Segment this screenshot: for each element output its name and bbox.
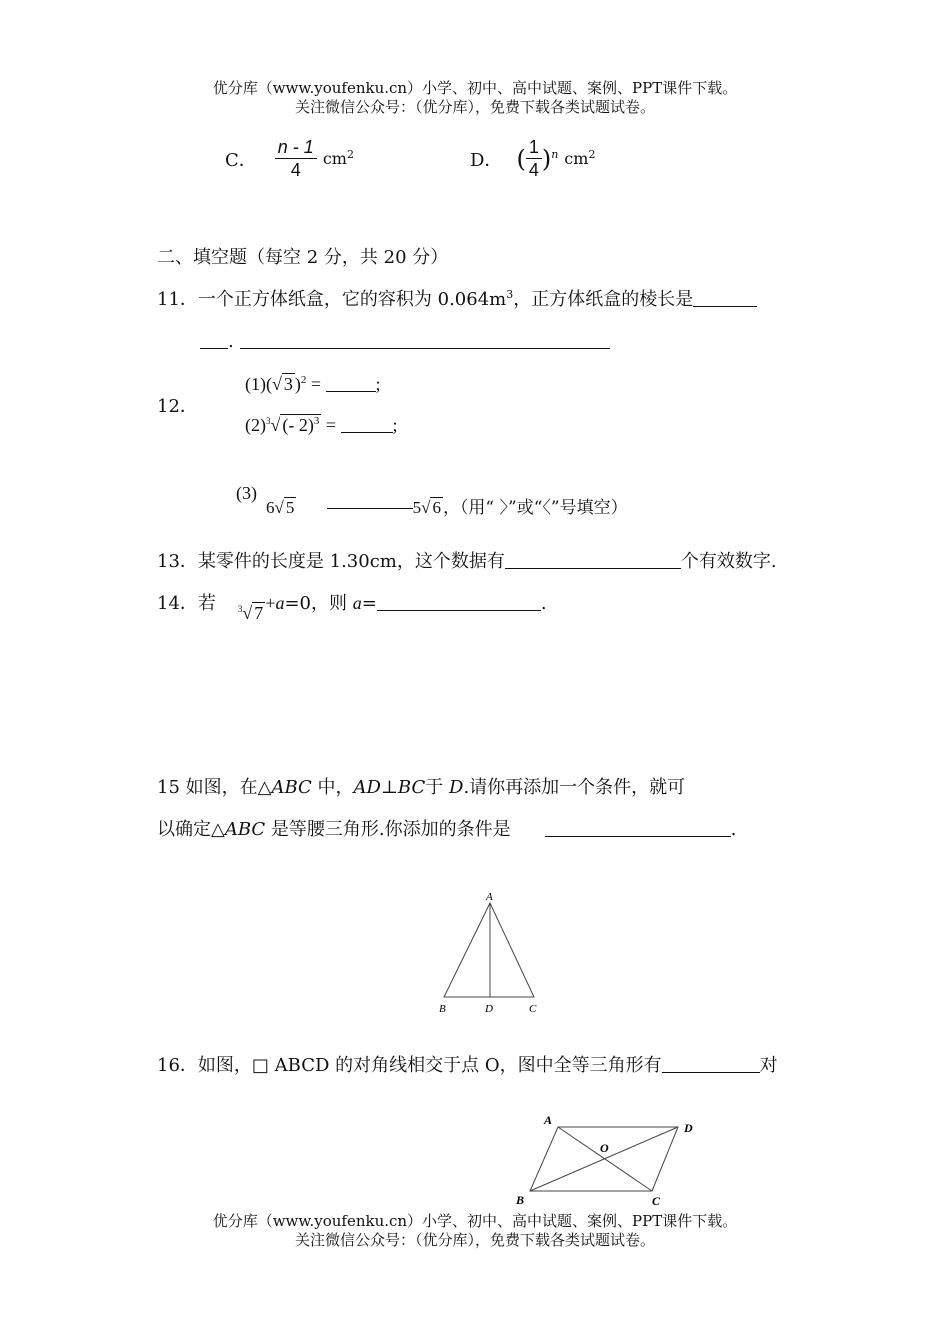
q15-l1-b: 中，: [311, 777, 354, 798]
q11-answer-blank-a[interactable]: [693, 288, 757, 307]
q12-p1-end: ;: [375, 374, 381, 394]
q15-answer-blank[interactable]: [545, 818, 731, 837]
q12-p2-eq: =: [321, 415, 341, 435]
triangle-abc: [444, 903, 534, 997]
q12-p2-index: 3: [266, 416, 271, 426]
q13-end: 个有效数字.: [680, 551, 777, 572]
option-d-exponent: n: [551, 148, 559, 161]
q11-answer-line[interactable]: [240, 330, 610, 349]
q15-end: .: [730, 819, 737, 840]
question-14: [157, 589, 547, 623]
q12-part-3: 6√ 5 5√ 6 ，（用“ 〉”或“〈”号填空）: [266, 498, 628, 518]
option-c-numerator: n - 1: [275, 136, 317, 159]
section-title: 二、填空题（每空 2 分，共 20 分）: [157, 247, 449, 268]
parallelogram-figure: [510, 1110, 710, 1208]
q14-radicand: 7: [254, 603, 264, 623]
q12-p3-left-coef: 6: [266, 498, 275, 517]
q15-l1-c: 于: [425, 777, 449, 798]
question-15-line-2: [157, 815, 736, 841]
q15-d: D: [449, 777, 464, 798]
q12-p1-exp: 2: [300, 374, 307, 386]
q14-answer-blank[interactable]: [377, 592, 541, 611]
q11-text-2: ，正方体纸盒的棱长是: [513, 289, 694, 310]
q14-var: a: [275, 593, 285, 613]
q15-l2-a: 以确定△: [157, 819, 225, 840]
q14-text: 14．若: [157, 593, 216, 614]
q12-p3-label: (3): [236, 483, 257, 503]
footer-line-2: 关注微信公众号：（优分库），免费下载各类试题试卷。: [294, 1231, 655, 1249]
q11-answer-blank-b[interactable]: [200, 330, 228, 349]
para-label-a: A: [544, 1113, 553, 1127]
q12-p3-right-radicand: 6: [432, 498, 441, 517]
question-13: [157, 547, 777, 573]
q12-p1-blank[interactable]: [326, 373, 376, 392]
question-15-line-1: [157, 773, 685, 799]
triangle-label-b: B: [439, 1003, 446, 1015]
q12-p1-close: ): [294, 374, 301, 394]
q14-index: 3: [237, 604, 243, 614]
q15-l1-d: .请你再添加一个条件，就可: [463, 777, 686, 798]
q15-bc: BC: [397, 777, 426, 798]
triangle-label-c: C: [529, 1003, 537, 1015]
q12-p2-radicand: (- 2): [282, 415, 314, 435]
q12-p2-end: ;: [392, 415, 398, 435]
option-d-fraction: [526, 136, 542, 181]
q15-perp: ⊥: [380, 777, 398, 798]
para-label-d: D: [684, 1121, 693, 1135]
q12-p1-prefix: (1)(: [245, 374, 272, 394]
option-c-label: C．: [225, 149, 257, 171]
q15-l2-b: 是等腰三角形.你添加的条件是: [265, 819, 511, 840]
q12-p2-exp: 3: [313, 415, 320, 427]
q12-label: 12．: [157, 396, 198, 417]
question-16: [157, 1051, 778, 1077]
option-d-label: D．: [470, 149, 503, 171]
triangle-label-d: D: [485, 1003, 493, 1015]
question-11: [157, 285, 757, 311]
q14-plus: +: [265, 593, 276, 613]
option-d-open-paren: (: [516, 144, 526, 173]
q12-p3-blank[interactable]: [327, 496, 413, 509]
option-c-denominator: 4: [290, 160, 301, 180]
q12-part-1: (1)(√ 3 )$^2$ = ;: [245, 374, 381, 394]
q15-l1-a: 15 如图，在△: [157, 777, 272, 798]
q13-answer-blank[interactable]: [505, 550, 681, 569]
q12-p3-right-coef: 5: [412, 498, 422, 517]
q12-p3-left-radicand: 5: [285, 498, 295, 517]
q12-p1-eq: =: [306, 374, 326, 394]
q12-p1-radicand: 3: [283, 374, 293, 394]
q15-abc: ABC: [271, 777, 312, 798]
option-c-unit-exp: 2: [346, 148, 354, 161]
option-c-unit: cm: [322, 149, 347, 168]
para-label-c: C: [652, 1194, 661, 1208]
q15-ad: AD: [353, 777, 381, 798]
q12-p2-radicand-wrap: [280, 414, 321, 435]
q14-cube-root: $^3$√ 7: [237, 603, 264, 623]
header-line-1: 优分库（www.youfenku.cn）小学、初中、高中试题、案例、PPT课件下载。: [212, 79, 738, 97]
header-line-2: 关注微信公众号：（优分库），免费下载各类试题试卷。: [294, 98, 655, 116]
question-11-cont: [200, 330, 610, 352]
q14-var-2: a: [352, 593, 362, 613]
q14-eq: =0，则: [284, 593, 353, 614]
option-c: [225, 136, 354, 181]
q13-text: 13．某零件的长度是 1.30cm，这个数据有: [157, 551, 505, 572]
option-d-close-paren: ): [541, 144, 552, 173]
para-label-b: B: [516, 1193, 525, 1207]
footer-line-1: 优分库（www.youfenku.cn）小学、初中、高中试题、案例、PPT课件下载。: [212, 1212, 738, 1230]
option-d-unit: cm: [564, 149, 589, 168]
q16-end: 对: [759, 1055, 778, 1076]
q12-p3-note: ，（用“ 〉”或“〈”号填空）: [442, 498, 628, 518]
triangle-figure: [430, 885, 560, 1020]
para-label-o: O: [600, 1141, 609, 1155]
q12-p2-blank[interactable]: [341, 414, 393, 433]
q12-p2-prefix: (2): [245, 415, 266, 435]
option-d-unit-exp: 2: [588, 148, 596, 161]
q11-end: .: [228, 331, 234, 352]
option-d-denominator: 4: [528, 160, 539, 180]
q15-abc-2: ABC: [224, 819, 266, 840]
q11-text: 11．一个正方体纸盒，它的容积为 0.064m: [157, 289, 507, 310]
q14-eq-2: =: [361, 593, 377, 614]
option-d-numerator: 1: [526, 136, 542, 159]
triangle-label-a: A: [486, 891, 493, 903]
q16-text: 16．如图，□ ABCD 的对角线相交于点 O，图中全等三角形有: [157, 1055, 662, 1076]
q11-exp: 3: [506, 288, 514, 301]
q14-end: .: [540, 593, 547, 614]
q12-part-2: $(2)^3√$ (- 2)$^3$ = ;: [245, 415, 398, 435]
q16-answer-blank[interactable]: [662, 1054, 760, 1073]
option-c-fraction: [275, 136, 317, 181]
option-d: [470, 136, 595, 181]
